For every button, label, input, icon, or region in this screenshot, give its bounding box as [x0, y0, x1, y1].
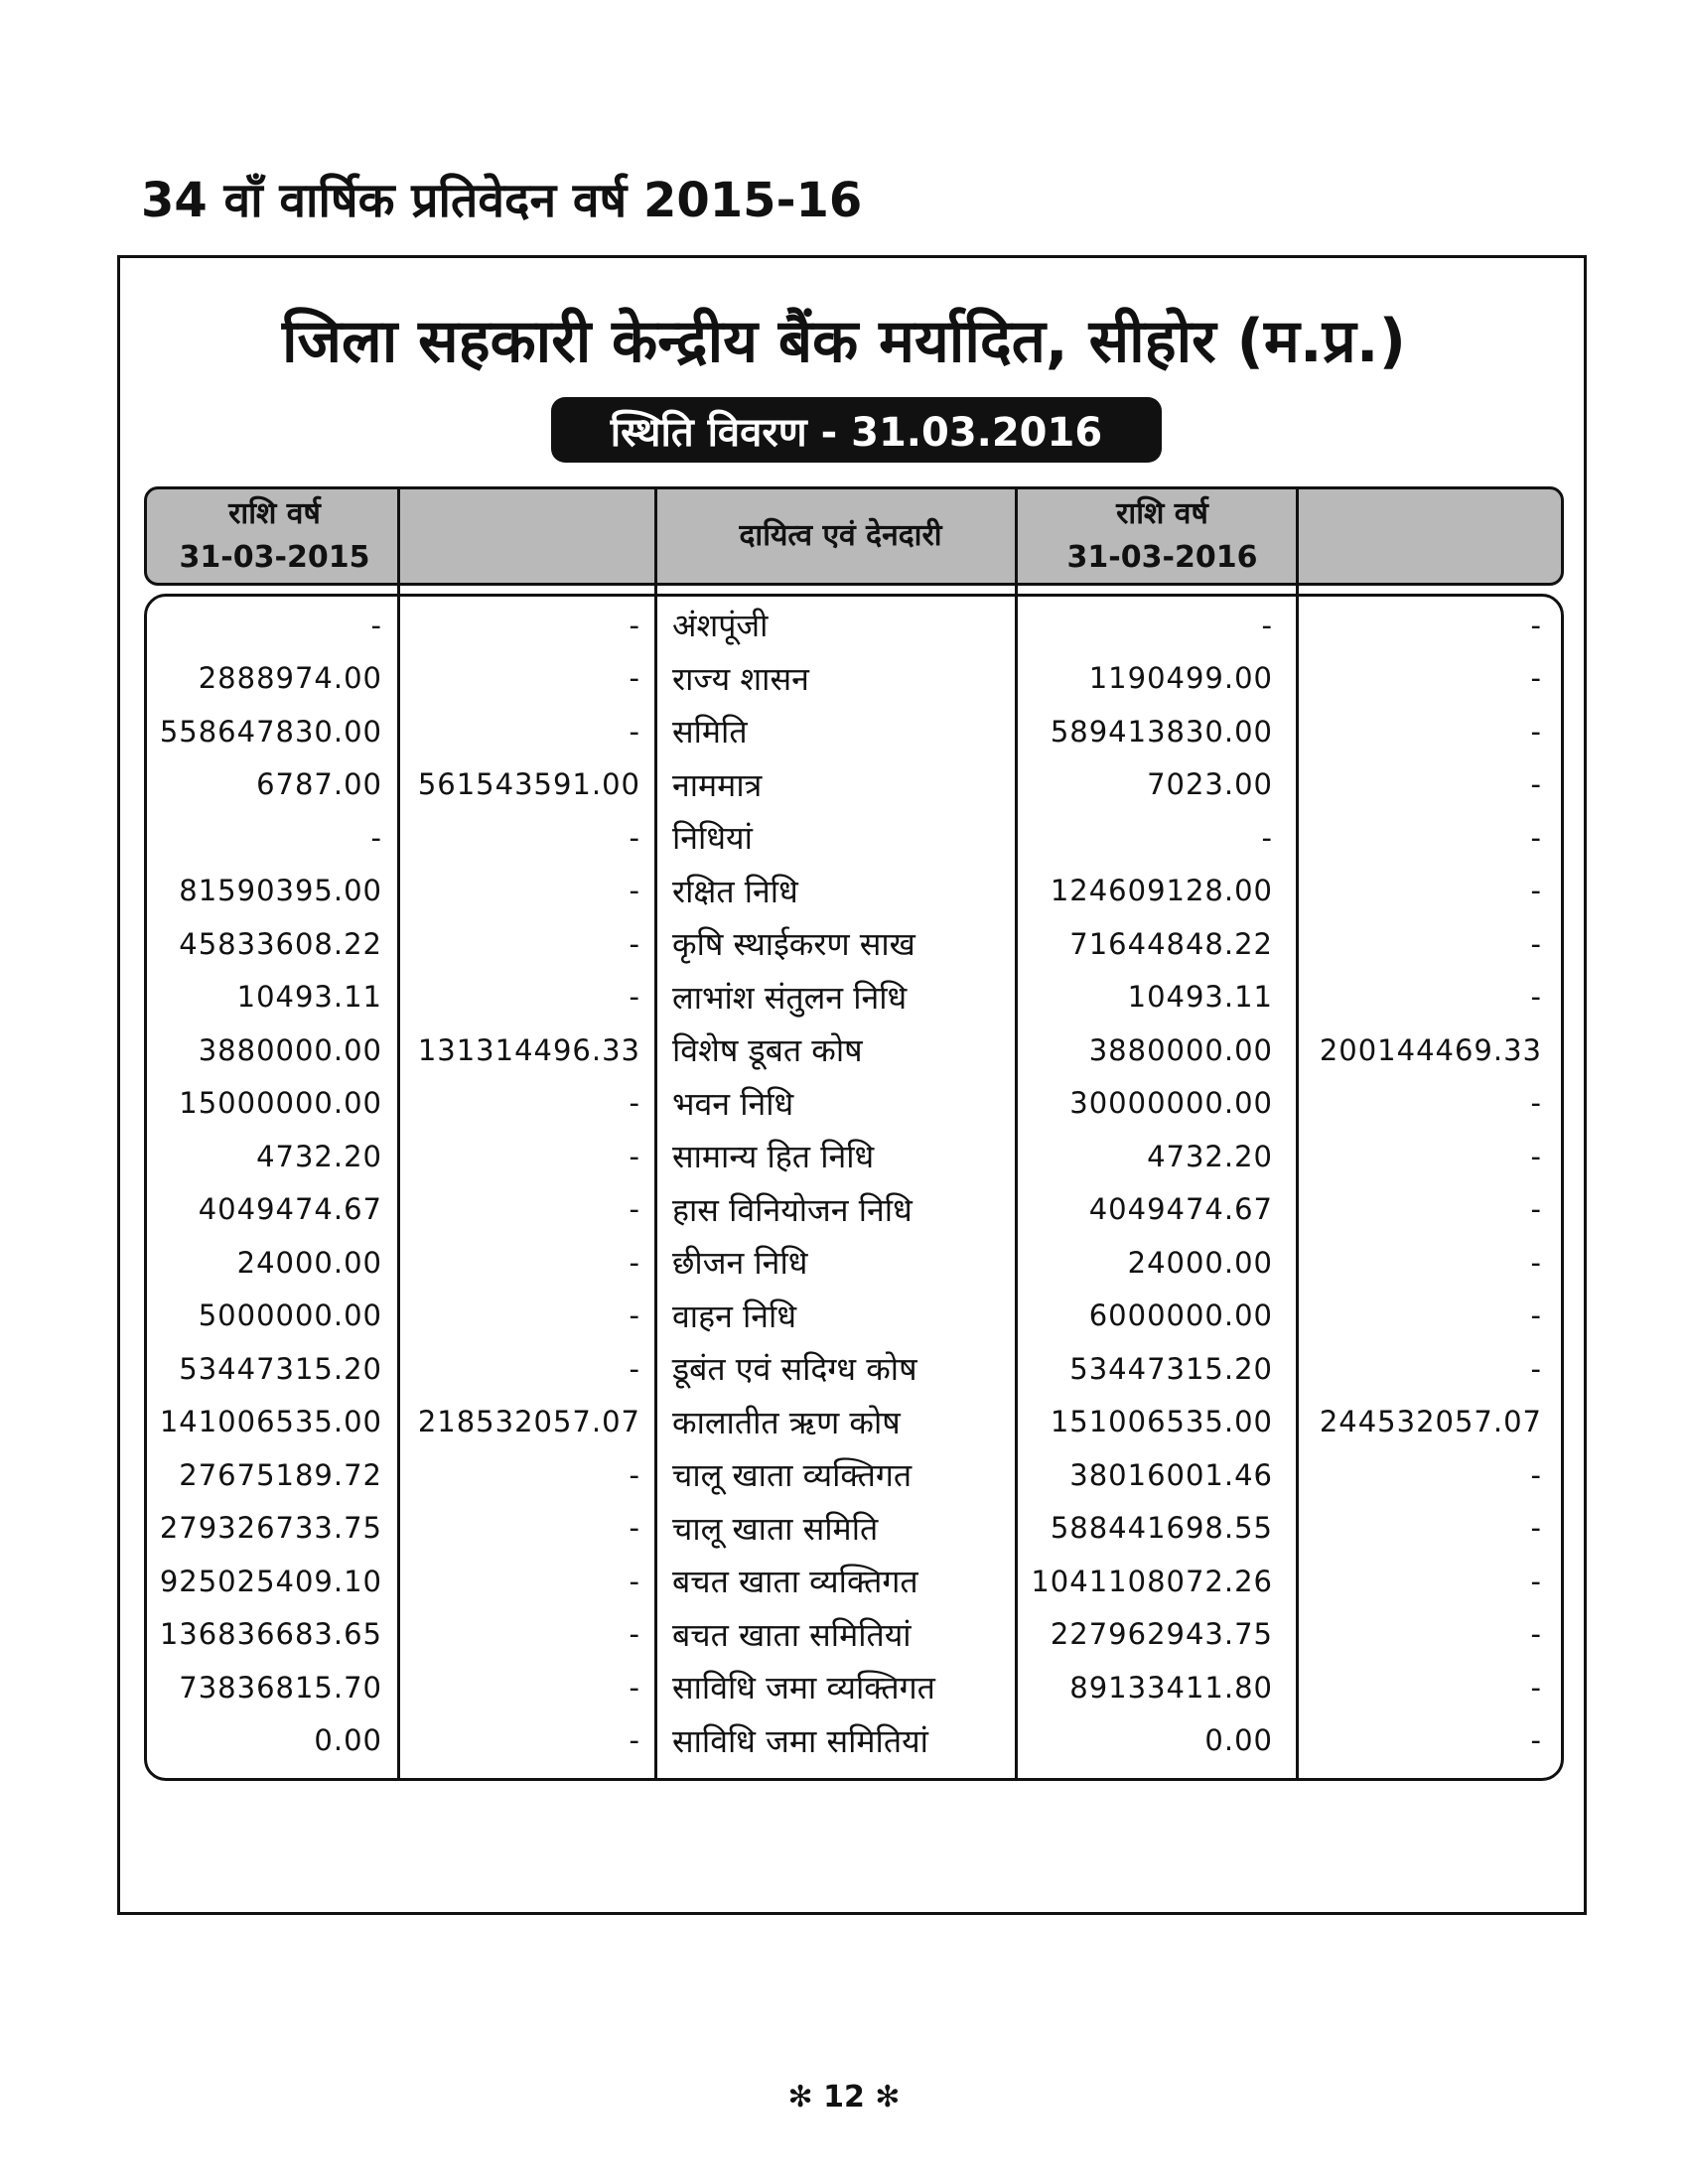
cell-particular: बचत खाता व्यक्तिगत [672, 1563, 918, 1601]
cell-amount-2016: 151006535.00 [1050, 1405, 1273, 1439]
cell-total-2015: - [629, 1298, 640, 1333]
cell-particular: साविधि जमा व्यक्तिगत [672, 1669, 935, 1707]
cell-amount-2016: 588441698.55 [1050, 1511, 1273, 1546]
table-row [0, 917, 1688, 971]
cell-amount-2016: 4049474.67 [1088, 1192, 1273, 1227]
cell-total-2016: - [1530, 1245, 1542, 1280]
table-row [0, 758, 1688, 812]
cell-particular: छीजन निधि [672, 1244, 808, 1283]
statement-title-badge [551, 397, 1162, 463]
cell-amount-2016: 0.00 [1204, 1723, 1273, 1758]
cell-total-2016: - [1530, 1139, 1542, 1173]
table-row [0, 1290, 1688, 1343]
table-row [0, 971, 1688, 1024]
cell-total-2016: - [1530, 1511, 1542, 1546]
table-row [0, 1342, 1688, 1396]
cell-amount-2015: - [370, 608, 382, 642]
cell-total-2015: - [629, 1086, 640, 1121]
cell-total-2016: - [1530, 1298, 1542, 1333]
cell-total-2015: - [629, 608, 640, 642]
cell-amount-2015: 0.00 [314, 1723, 382, 1758]
cell-particular: समिति [672, 713, 748, 751]
cell-amount-2015: 45833608.22 [179, 926, 382, 961]
cell-total-2015: - [629, 1617, 640, 1652]
cell-amount-2015: 24000.00 [236, 1245, 382, 1280]
cell-amount-2016: 124609128.00 [1050, 874, 1273, 908]
cell-total-2016: - [1530, 1457, 1542, 1492]
cell-total-2016: - [1530, 661, 1542, 696]
cell-total-2016: - [1530, 1086, 1542, 1121]
cell-amount-2015: 2888974.00 [198, 661, 382, 696]
cell-amount-2016: 53447315.20 [1069, 1351, 1273, 1386]
cell-particular: निधियां [672, 819, 753, 858]
cell-particular: साविधि जमा समितियां [672, 1721, 928, 1760]
cell-particular: चालू खाता व्यक्तिगत [672, 1456, 913, 1495]
header-amount-2016 [1021, 489, 1304, 583]
cell-total-2015: 218532057.07 [417, 1405, 640, 1439]
cell-amount-2015: 27675189.72 [179, 1457, 382, 1492]
cell-amount-2016: 30000000.00 [1069, 1086, 1273, 1121]
cell-amount-2015: 141006535.00 [159, 1405, 382, 1439]
cell-total-2016: - [1530, 608, 1542, 642]
cell-total-2015: - [629, 1564, 640, 1598]
table-row [0, 1714, 1688, 1768]
table-header [144, 486, 1564, 586]
cell-particular: डूबंत एवं सदिग्ध कोष [672, 1350, 917, 1389]
bank-name: जिला सहकारी केन्द्रीय बैंक मर्यादित, सीहोर (म.प्र.) [282, 307, 1406, 376]
cell-particular: हास विनियोजन निधि [672, 1190, 913, 1229]
cell-amount-2016: - [1261, 820, 1273, 855]
cell-amount-2016: 89133411.80 [1069, 1670, 1273, 1705]
cell-amount-2015: 558647830.00 [159, 714, 382, 749]
cell-total-2015: - [629, 1511, 640, 1546]
cell-particular: सामान्य हित निधि [672, 1138, 875, 1176]
cell-total-2016: - [1530, 767, 1542, 802]
cell-total-2016: - [1530, 820, 1542, 855]
cell-amount-2015: - [370, 820, 382, 855]
header-amount-2015-line2: 31-03-2015 [179, 540, 370, 575]
cell-amount-2016: - [1261, 608, 1273, 642]
cell-particular: चालू खाता समिति [672, 1509, 879, 1548]
table-row [0, 705, 1688, 758]
table-row [0, 1448, 1688, 1502]
cell-amount-2016: 71644848.22 [1069, 926, 1273, 961]
cell-total-2016: - [1530, 874, 1542, 908]
header-amount-2016-line1: राशि वर्ष [1116, 496, 1208, 531]
cell-amount-2015: 136836683.65 [159, 1617, 382, 1652]
cell-total-2015: 561543591.00 [417, 767, 640, 802]
cell-total-2015: - [629, 926, 640, 961]
cell-total-2016: - [1530, 1617, 1542, 1652]
table-row [0, 1555, 1688, 1608]
cell-amount-2016: 10493.11 [1127, 980, 1273, 1015]
header-particulars: दायित्व एवं देनदारी [739, 518, 942, 553]
cell-amount-2015: 6787.00 [256, 767, 382, 802]
cell-particular: अंशपूंजी [672, 607, 769, 645]
table-row [0, 1077, 1688, 1131]
cell-total-2015: - [629, 661, 640, 696]
cell-amount-2016: 1190499.00 [1088, 661, 1273, 696]
cell-amount-2016: 38016001.46 [1069, 1457, 1273, 1492]
cell-total-2015: - [629, 1457, 640, 1492]
cell-amount-2015: 73836815.70 [179, 1670, 382, 1705]
table-row [0, 1236, 1688, 1290]
cell-total-2016: - [1530, 714, 1542, 749]
cell-amount-2015: 5000000.00 [198, 1298, 382, 1333]
cell-amount-2016: 7023.00 [1147, 767, 1273, 802]
cell-particular: भवन निधि [672, 1084, 794, 1123]
cell-total-2015: - [629, 1245, 640, 1280]
header-amount-2016-line2: 31-03-2016 [1066, 540, 1258, 575]
cell-total-2015: - [629, 1192, 640, 1227]
table-row [0, 599, 1688, 652]
cell-amount-2016: 6000000.00 [1088, 1298, 1273, 1333]
cell-particular: वाहन निधि [672, 1297, 797, 1335]
cell-amount-2015: 3880000.00 [198, 1032, 382, 1067]
cell-total-2016: - [1530, 1670, 1542, 1705]
table-row [0, 652, 1688, 706]
cell-particular: बचत खाता समितियां [672, 1615, 912, 1654]
cell-total-2016: 200144469.33 [1319, 1032, 1542, 1067]
cell-amount-2015: 4049474.67 [198, 1192, 382, 1227]
table-row [0, 1502, 1688, 1556]
cell-amount-2015: 81590395.00 [179, 874, 382, 908]
cell-total-2016: - [1530, 1723, 1542, 1758]
table-row [0, 1024, 1688, 1077]
cell-amount-2015: 53447315.20 [179, 1351, 382, 1386]
cell-total-2016: - [1530, 1192, 1542, 1227]
header-amount-2015 [147, 489, 402, 583]
cell-amount-2015: 4732.20 [256, 1139, 382, 1173]
cell-total-2015: - [629, 1139, 640, 1173]
table-row [0, 865, 1688, 918]
cell-amount-2016: 24000.00 [1127, 1245, 1273, 1280]
cell-amount-2016: 589413830.00 [1050, 714, 1273, 749]
cell-amount-2015: 925025409.10 [159, 1564, 382, 1598]
cell-particular: विशेष डूबत कोष [672, 1031, 863, 1070]
cell-total-2015: - [629, 714, 640, 749]
cell-total-2015: - [629, 820, 640, 855]
cell-particular: नाममात्र [672, 765, 763, 804]
cell-amount-2016: 4732.20 [1147, 1139, 1273, 1173]
page-number: ✻ 12 ✻ [787, 2080, 901, 2115]
cell-particular: कालातीत ऋण कोष [672, 1403, 901, 1441]
cell-total-2015: - [629, 980, 640, 1015]
cell-total-2016: 244532057.07 [1319, 1405, 1542, 1439]
cell-total-2016: - [1530, 1351, 1542, 1386]
table-row [0, 1661, 1688, 1714]
cell-total-2015: - [629, 1723, 640, 1758]
cell-amount-2016: 227962943.75 [1050, 1617, 1273, 1652]
cell-particular: लाभांश संतुलन निधि [672, 978, 908, 1017]
cell-total-2015: - [629, 874, 640, 908]
cell-total-2016: - [1530, 1564, 1542, 1598]
table-row [0, 1183, 1688, 1237]
cell-amount-2016: 1041108072.26 [1031, 1564, 1273, 1598]
cell-total-2015: 131314496.33 [417, 1032, 640, 1067]
header-amount-2015-line1: राशि वर्ष [228, 496, 321, 531]
cell-total-2016: - [1530, 980, 1542, 1015]
header-total-2016 [1304, 489, 1562, 583]
statement-title: स्थिति विवरण - 31.03.2016 [610, 409, 1103, 456]
cell-total-2015: - [629, 1670, 640, 1705]
cell-total-2015: - [629, 1351, 640, 1386]
report-title: 34 वाँ वार्षिक प्रतिवेदन वर्ष 2015-16 [141, 173, 863, 228]
cell-total-2016: - [1530, 926, 1542, 961]
cell-amount-2015: 15000000.00 [179, 1086, 382, 1121]
cell-amount-2016: 3880000.00 [1088, 1032, 1273, 1067]
table-row [0, 1130, 1688, 1183]
cell-particular: राज्य शासन [672, 659, 809, 698]
table-row [0, 1396, 1688, 1449]
cell-amount-2015: 10493.11 [236, 980, 382, 1015]
table-row [0, 811, 1688, 865]
cell-particular: रक्षित निधि [672, 872, 798, 910]
table-row [0, 1608, 1688, 1662]
cell-particular: कृषि स्थाईकरण साख [672, 925, 915, 964]
header-total-2015 [405, 489, 660, 583]
cell-amount-2015: 279326733.75 [159, 1511, 382, 1546]
